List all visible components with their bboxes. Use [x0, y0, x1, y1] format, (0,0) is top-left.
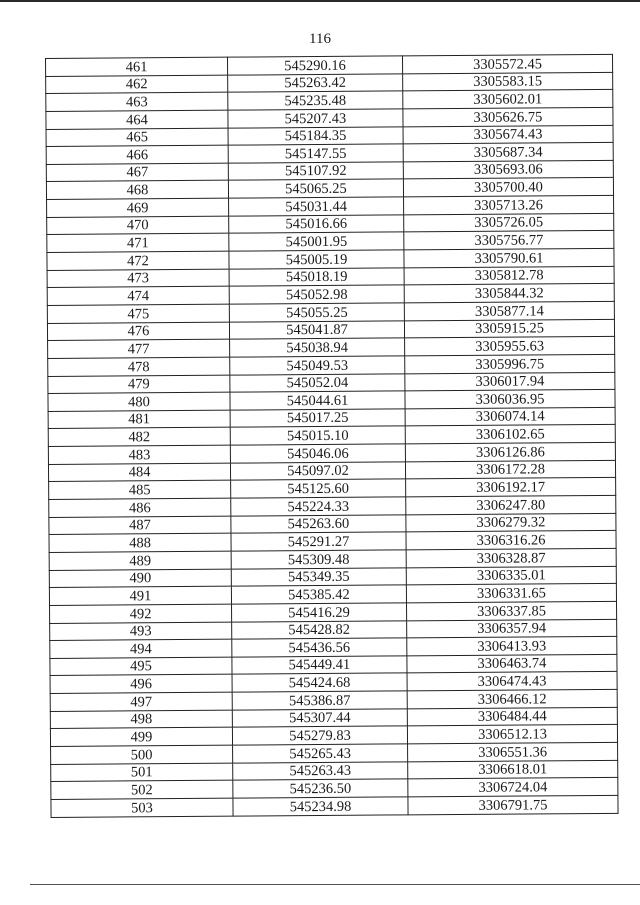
y-coordinate-cell: 3305877.14: [404, 301, 614, 320]
y-coordinate-cell: 3306463.74: [407, 654, 617, 673]
y-coordinate-cell: 3305700.40: [403, 178, 613, 197]
point-number-cell: 501: [51, 763, 233, 782]
x-coordinate-cell: 545291.27: [231, 532, 406, 551]
y-coordinate-cell: 3305693.06: [403, 160, 613, 179]
y-coordinate-cell: 3306192.17: [406, 478, 616, 497]
y-coordinate-cell: 3305996.75: [405, 354, 615, 373]
x-coordinate-cell: 545263.42: [228, 74, 403, 93]
x-coordinate-cell: 545424.68: [232, 673, 407, 692]
y-coordinate-cell: 3306791.75: [408, 795, 618, 814]
y-coordinate-cell: 3305713.26: [404, 195, 614, 214]
x-coordinate-cell: 545309.48: [231, 550, 406, 569]
x-coordinate-cell: 545041.87: [229, 320, 404, 339]
x-coordinate-cell: 545044.61: [230, 391, 405, 410]
x-coordinate-cell: 545107.92: [228, 162, 403, 181]
x-coordinate-cell: 545235.48: [228, 91, 403, 110]
y-coordinate-cell: 3306279.32: [406, 513, 616, 532]
point-number-cell: 493: [50, 622, 232, 641]
y-coordinate-cell: 3306337.85: [407, 601, 617, 620]
coordinates-table: [45, 54, 619, 818]
x-coordinate-cell: 545236.50: [233, 779, 408, 798]
point-number-cell: 462: [46, 75, 228, 94]
point-number-cell: 468: [46, 181, 228, 200]
coordinates-table-body: [46, 54, 619, 817]
y-coordinate-cell: 3305756.77: [404, 231, 614, 250]
y-coordinate-cell: 3306328.87: [406, 548, 616, 567]
y-coordinate-cell: 3305583.15: [403, 72, 613, 91]
y-coordinate-cell: 3306017.94: [405, 372, 615, 391]
y-coordinate-cell: 3306724.04: [408, 778, 618, 797]
point-number-cell: 490: [49, 569, 231, 588]
point-number-cell: 480: [48, 392, 230, 411]
point-number-cell: 470: [47, 216, 229, 235]
y-coordinate-cell: 3305915.25: [404, 319, 614, 338]
y-coordinate-cell: 3305602.01: [403, 90, 613, 109]
point-number-cell: 467: [46, 163, 228, 182]
y-coordinate-cell: 3306247.80: [406, 495, 616, 514]
y-coordinate-cell: 3306551.36: [408, 742, 618, 761]
x-coordinate-cell: 545279.83: [232, 726, 407, 745]
x-coordinate-cell: 545125.60: [231, 479, 406, 498]
x-coordinate-cell: 545263.43: [233, 761, 408, 780]
point-number-cell: 481: [48, 410, 230, 429]
point-number-cell: 473: [47, 269, 229, 288]
y-coordinate-cell: 3306484.44: [407, 707, 617, 726]
point-number-cell: 469: [47, 198, 229, 217]
x-coordinate-cell: 545052.04: [230, 373, 405, 392]
x-coordinate-cell: 545015.10: [230, 426, 405, 445]
point-number-cell: 463: [46, 92, 228, 111]
point-number-cell: 489: [49, 551, 231, 570]
x-coordinate-cell: 545207.43: [228, 109, 403, 128]
x-coordinate-cell: 545416.29: [232, 603, 407, 622]
y-coordinate-cell: 3306316.26: [406, 531, 616, 550]
x-coordinate-cell: 545290.16: [227, 56, 402, 75]
y-coordinate-cell: 3305790.61: [404, 248, 614, 267]
point-number-cell: 466: [46, 145, 228, 164]
point-number-cell: 461: [46, 57, 228, 76]
y-coordinate-cell: 3306618.01: [408, 760, 618, 779]
x-coordinate-cell: 545386.87: [232, 691, 407, 710]
y-coordinate-cell: 3306474.43: [407, 672, 617, 691]
point-number-cell: 492: [50, 604, 232, 623]
x-coordinate-cell: 545307.44: [232, 709, 407, 728]
point-number-cell: 483: [48, 445, 230, 464]
point-number-cell: 486: [49, 498, 231, 517]
y-coordinate-cell: 3306413.93: [407, 636, 617, 655]
point-number-cell: 496: [50, 675, 232, 694]
point-number-cell: 485: [49, 481, 231, 500]
coordinates-table-wrapper: [45, 54, 618, 818]
point-number-cell: 472: [47, 251, 229, 270]
x-coordinate-cell: 545005.19: [229, 250, 404, 269]
x-coordinate-cell: 545265.43: [233, 744, 408, 763]
x-coordinate-cell: 545234.98: [233, 797, 408, 816]
point-number-cell: 465: [46, 128, 228, 147]
point-number-cell: 471: [47, 234, 229, 253]
y-coordinate-cell: 3306036.95: [405, 390, 615, 409]
y-coordinate-cell: 3305812.78: [404, 266, 614, 285]
y-coordinate-cell: 3306074.14: [405, 407, 615, 426]
y-coordinate-cell: 3305726.05: [404, 213, 614, 232]
point-number-cell: 499: [50, 727, 232, 746]
point-number-cell: 502: [51, 780, 233, 799]
x-coordinate-cell: 545016.66: [229, 215, 404, 234]
y-coordinate-cell: 3306331.65: [406, 584, 616, 603]
point-number-cell: 474: [47, 286, 229, 305]
point-number-cell: 498: [50, 710, 232, 729]
y-coordinate-cell: 3305687.34: [403, 143, 613, 162]
point-number-cell: 475: [47, 304, 229, 323]
point-number-cell: 477: [48, 339, 230, 358]
x-coordinate-cell: 545065.25: [228, 179, 403, 198]
point-number-cell: 500: [51, 745, 233, 764]
point-number-cell: 487: [49, 516, 231, 535]
point-number-cell: 476: [47, 322, 229, 341]
x-coordinate-cell: 545436.56: [232, 638, 407, 657]
x-coordinate-cell: 545018.19: [229, 268, 404, 287]
point-number-cell: 464: [46, 110, 228, 129]
point-number-cell: 478: [48, 357, 230, 376]
y-coordinate-cell: 3306335.01: [406, 566, 616, 585]
x-coordinate-cell: 545031.44: [229, 197, 404, 216]
y-coordinate-cell: 3305955.63: [405, 337, 615, 356]
x-coordinate-cell: 545184.35: [228, 126, 403, 145]
y-coordinate-cell: 3305572.45: [402, 54, 612, 73]
point-number-cell: 495: [50, 657, 232, 676]
x-coordinate-cell: 545097.02: [230, 462, 405, 481]
x-coordinate-cell: 545017.25: [230, 409, 405, 428]
y-coordinate-cell: 3306466.12: [407, 689, 617, 708]
x-coordinate-cell: 545449.41: [232, 656, 407, 675]
x-coordinate-cell: 545001.95: [229, 232, 404, 251]
y-coordinate-cell: 3305844.32: [404, 284, 614, 303]
y-coordinate-cell: 3306512.13: [407, 725, 617, 744]
y-coordinate-cell: 3306172.28: [405, 460, 615, 479]
point-number-cell: 482: [48, 428, 230, 447]
y-coordinate-cell: 3306126.86: [405, 442, 615, 461]
y-coordinate-cell: 3305674.43: [403, 125, 613, 144]
x-coordinate-cell: 545147.55: [228, 144, 403, 163]
x-coordinate-cell: 545055.25: [229, 303, 404, 322]
x-coordinate-cell: 545349.35: [231, 567, 406, 586]
x-coordinate-cell: 545428.82: [232, 620, 407, 639]
x-coordinate-cell: 545046.06: [230, 444, 405, 463]
x-coordinate-cell: 545038.94: [230, 338, 405, 357]
y-coordinate-cell: 3306357.94: [407, 619, 617, 638]
x-coordinate-cell: 545263.60: [231, 515, 406, 534]
x-coordinate-cell: 545049.53: [230, 356, 405, 375]
y-coordinate-cell: 3306102.65: [405, 425, 615, 444]
point-number-cell: 479: [48, 375, 230, 394]
point-number-cell: 484: [48, 463, 230, 482]
x-coordinate-cell: 545385.42: [231, 585, 406, 604]
point-number-cell: 494: [50, 639, 232, 658]
table-row: [51, 795, 618, 817]
point-number-cell: 497: [50, 692, 232, 711]
scan-edge-top: [0, 0, 640, 2]
x-coordinate-cell: 545224.33: [231, 497, 406, 516]
scan-edge-bottom: [30, 884, 640, 885]
point-number-cell: 488: [49, 533, 231, 552]
point-number-cell: 503: [51, 798, 233, 817]
x-coordinate-cell: 545052.98: [229, 285, 404, 304]
page-number: 116: [309, 31, 331, 47]
y-coordinate-cell: 3305626.75: [403, 107, 613, 126]
point-number-cell: 491: [49, 586, 231, 605]
